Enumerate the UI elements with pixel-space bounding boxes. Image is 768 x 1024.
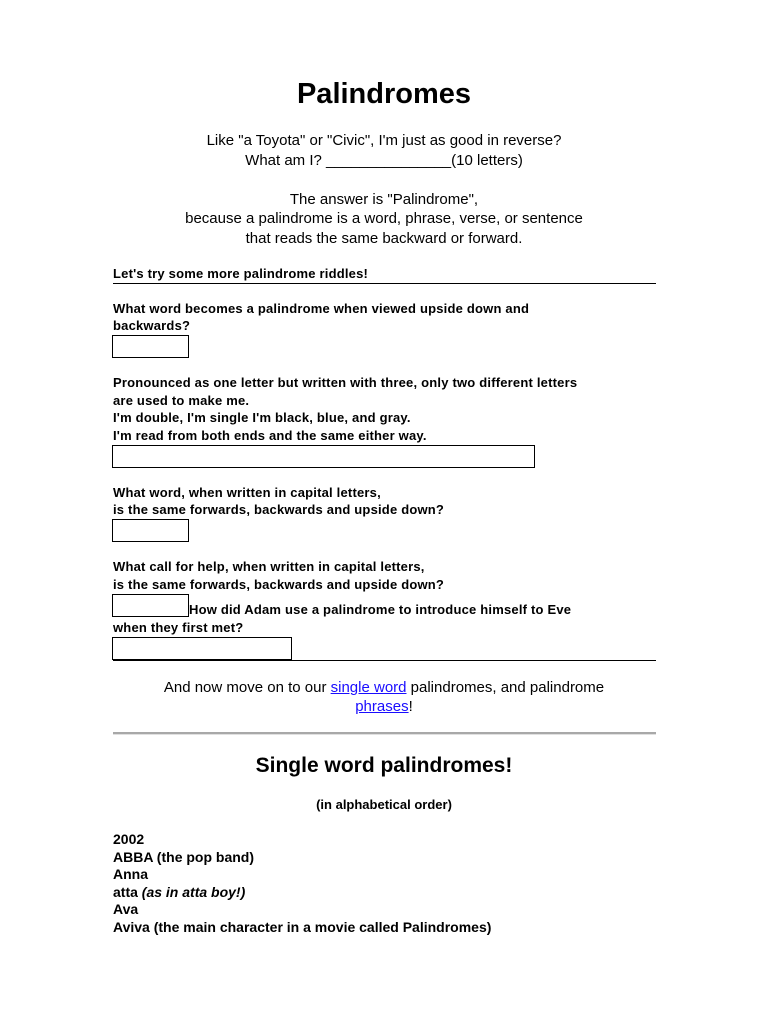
word: 2002: [113, 831, 145, 847]
riddle-2-line-4: I'm read from both ends and the same either way.: [113, 428, 427, 443]
list-item: [113, 866, 491, 884]
move-on-prefix: And now move on to our: [163, 679, 331, 696]
section-title: Single word palindromes!: [255, 754, 513, 777]
move-on-suffix: !: [408, 698, 413, 715]
riddles-intro: Let's try some more palindrome riddles!: [113, 266, 369, 281]
section-separator: [113, 732, 656, 735]
riddles-intro-underline: [113, 283, 656, 284]
list-item: [113, 849, 491, 867]
word-list: [113, 831, 491, 937]
word: ABBA (the pop band): [113, 848, 255, 865]
word-note: (as in atta boy!): [141, 883, 246, 900]
riddle-2-answer-input[interactable]: [112, 445, 535, 468]
riddles-end-rule: [113, 660, 656, 661]
list-item: [113, 919, 491, 937]
list-item: [113, 884, 491, 902]
answer-line-1: The answer is "Palindrome",: [289, 191, 479, 208]
riddle-5-answer-input[interactable]: [112, 637, 292, 660]
riddle-1-line-2: backwards?: [113, 318, 191, 333]
riddle-2-line-1: Pronounced as one letter but written with three, only two different letters: [113, 375, 578, 390]
word: atta: [113, 883, 142, 900]
word: Anna: [113, 866, 148, 883]
riddle-5-line-2: when they first met?: [113, 620, 244, 635]
word: Ava: [113, 901, 139, 918]
move-on-line-2: [0, 697, 768, 717]
riddle-4-line-2: is the same forwards, backwards and upside down?: [113, 577, 445, 592]
riddle-3-line-2: is the same forwards, backwards and upside down?: [113, 502, 445, 517]
riddle-5-line-1: How did Adam use a palindrome to introduce himself to Eve: [189, 602, 572, 617]
intro-line-2: What am I? _______________(10 letters): [245, 152, 523, 169]
section-subtitle: (in alphabetical order): [316, 797, 452, 812]
riddle-3-answer-input[interactable]: [112, 519, 189, 542]
move-on-middle: palindromes, and palindrome: [406, 679, 605, 696]
riddle-1-line-1: What word becomes a palindrome when viewed upside down and: [113, 301, 530, 316]
answer-line-2: because a palindrome is a word, phrase, verse, or sentence: [185, 210, 583, 227]
riddle-1-answer-input[interactable]: [112, 335, 189, 358]
riddle-2-line-2: are used to make me.: [113, 393, 250, 408]
riddle-4-line-1: What call for help, when written in capital letters,: [113, 559, 425, 574]
riddle-2-line-3: I'm double, I'm single I'm black, blue, and gray.: [113, 410, 411, 425]
move-on-line-1: [0, 678, 768, 698]
page-title: Palindromes: [296, 78, 472, 110]
phrases-link[interactable]: phrases: [355, 698, 409, 715]
riddle-3-line-1: What word, when written in capital letters,: [113, 485, 381, 500]
list-item: [113, 831, 491, 849]
intro-line-1: Like "a Toyota" or "Civic", I'm just as good in reverse?: [206, 132, 562, 149]
answer-line-3: that reads the same backward or forward.: [245, 230, 523, 247]
word: Aviva (the main character in a movie called Palindromes): [113, 918, 492, 935]
riddle-4-answer-input[interactable]: [112, 594, 189, 617]
list-item: [113, 901, 491, 919]
single-word-link[interactable]: single word: [330, 679, 407, 696]
